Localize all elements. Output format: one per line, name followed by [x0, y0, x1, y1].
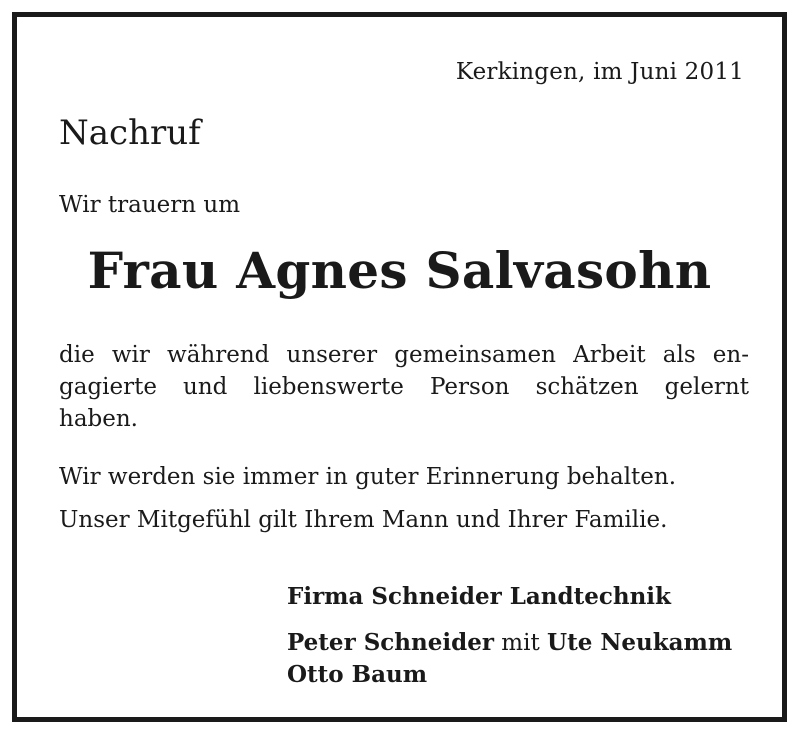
signature-company: Firma Schneider Landtechnik	[287, 583, 671, 610]
place-date: Kerkingen, im Juni 2011	[455, 59, 744, 85]
signature-person-3: Otto Baum	[287, 661, 428, 688]
condolence-paragraph	[59, 504, 749, 536]
tribute-paragraph	[59, 339, 749, 435]
obituary-frame	[12, 12, 787, 722]
tribute-line-3: haben.	[59, 406, 138, 432]
condolence-line: Unser Mitgefühl gilt Ihrem Mann und Ihrer Familie.	[59, 507, 668, 533]
intro-text: Wir trauern um	[59, 192, 241, 218]
signature-persons-line	[287, 629, 732, 656]
memory-line: Wir werden sie immer in guter Erinnerung behalten.	[59, 464, 677, 490]
memory-paragraph	[59, 461, 749, 493]
obituary-heading: Nachruf	[59, 113, 201, 153]
tribute-line-1: die wir während unserer gemeinsamen Arbeit als en-	[59, 342, 749, 368]
deceased-name: Frau Agnes Salvasohn	[87, 241, 712, 300]
signature-connector: mit	[501, 630, 540, 656]
signature-person-2: Ute Neukamm	[547, 629, 733, 656]
tribute-line-2: gagierte und liebenswerte Person schätzen gelernt	[59, 374, 749, 400]
signature-person-1: Peter Schneider	[287, 629, 494, 656]
